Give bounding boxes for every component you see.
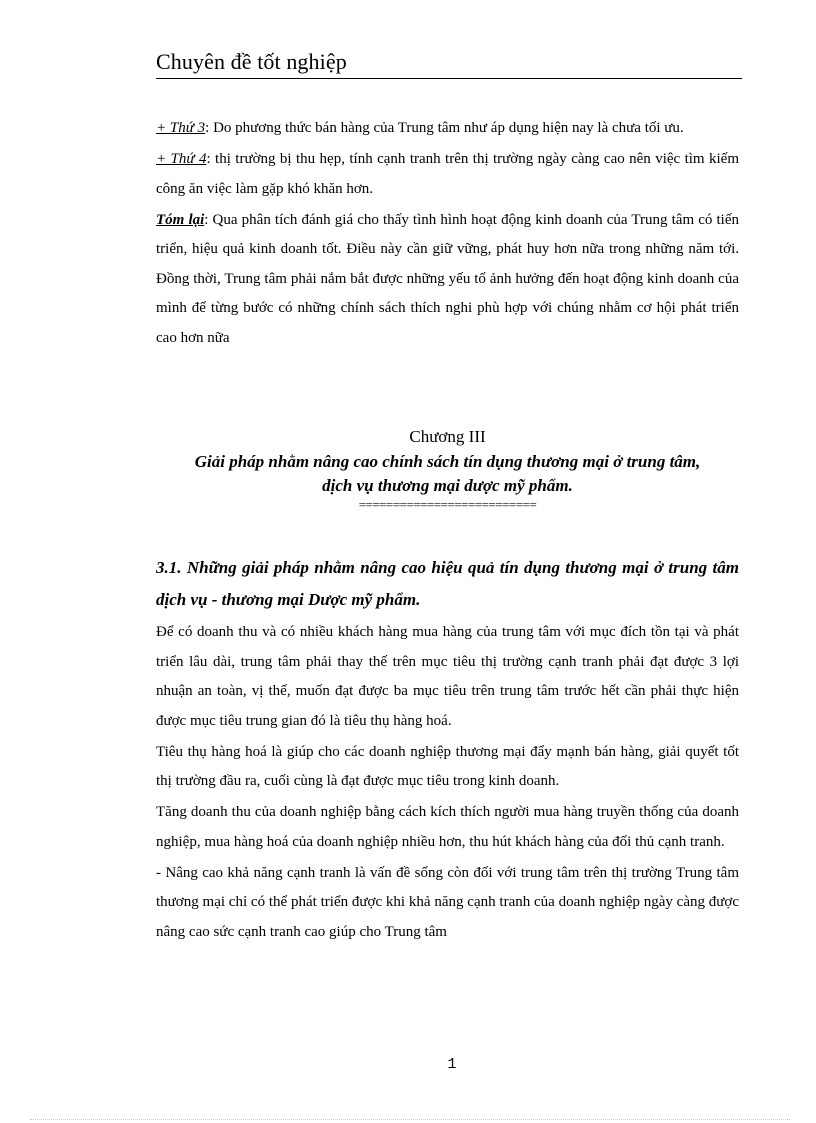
chapter-title-line-2: dịch vụ thương mại dược mỹ phẩm.	[322, 476, 573, 495]
section-paragraph: Tiêu thụ hàng hoá là giúp cho các doanh nghiệp thương mại đẩy mạnh bán hàng, giải quyết tốt thị trường đầu ra, cuối cùng là đạt được mục tiêu trong kinh doanh.	[156, 743, 739, 789]
section-3-1	[156, 552, 739, 949]
page-header	[156, 48, 742, 79]
chapter-heading: Chương III	[409, 427, 486, 446]
paragraph-thu-4	[156, 145, 739, 204]
chapter-block	[156, 424, 739, 511]
lead-thu-4: + Thứ 4	[156, 151, 207, 167]
section-title: 3.1. Những giải pháp nhằm nâng cao hiệu quả tín dụng thương mại ở trung tâm dịch vụ - thương mại Dược mỹ phẩm.	[156, 558, 739, 609]
header-title: Chuyên đề tốt nghiệp	[156, 49, 347, 74]
lead-tom-lai: Tóm lại	[156, 211, 205, 228]
page-number: 1	[447, 1056, 457, 1073]
paragraph-tom-lai	[156, 206, 739, 354]
section-paragraph: - Nâng cao khả năng cạnh tranh là vấn đề sống còn đối với trung tâm trên thị trường Trung tâm thương mại chỉ có thể phát triển được khi khả năng cạnh tranh của doanh nghiệp ngày càng được nâng cao sức cạnh tranh cao giúp cho Trung tâm	[156, 864, 739, 940]
section-body	[156, 618, 739, 947]
chapter-title-line-1: Giải pháp nhằm nâng cao chính sách tín dụng thương mại ở trung tâm,	[194, 452, 701, 471]
chapter-separator: ==========================	[358, 497, 537, 512]
text-thu-3: : Do phương thức bán hàng của Trung tâm như áp dụng hiện nay là chưa tối ưu.	[205, 120, 684, 136]
page-bottom-edge	[30, 1119, 790, 1120]
text-thu-4: : thị trường bị thu hẹp, tính cạnh tranh trên thị trường ngày càng cao nên việc tìm kiếm công ăn việc làm gặp khó khăn hơn.	[156, 151, 739, 197]
section-paragraph: Tăng doanh thu của doanh nghiệp bằng cách kích thích người mua hàng truyền thống của doanh nghiệp, mua hàng hoá của doanh nghiệp nhiều hơn, thu hút khách hàng của đối thủ cạnh tranh.	[156, 804, 739, 850]
intro-text	[156, 114, 739, 355]
lead-thu-3: + Thứ 3	[156, 120, 206, 136]
paragraph-thu-3	[156, 114, 739, 144]
section-paragraph: Để có doanh thu và có nhiều khách hàng mua hàng của trung tâm với mục đích tồn tại và phát triển lâu dài, trung tâm phải thay thế trên mục tiêu thị trường cạnh tranh phải đạt được 3 lợi nhuận an toàn, vị thế, muốn đạt được ba mục tiêu trên trung tâm trước hết cần phải thực hiện được mục tiêu trung gian đó là tiêu thụ hàng hoá.	[156, 624, 739, 729]
text-tom-lai: : Qua phân tích đánh giá cho thấy tình hình hoạt động kinh doanh của Trung tâm có tiến triển, hiệu quả kinh doanh tốt. Điều này cần giữ vững, phát huy hơn nữa trong những năm tới. Đồng thời, Trung tâm phải nắm bắt được những yếu tố ảnh hưởng đến hoạt động kinh doanh của mình để từng bước có những chính sách thích nghi phù hợp với chúng nhằm cơ hội phát triển cao hơn nữa	[156, 211, 739, 346]
